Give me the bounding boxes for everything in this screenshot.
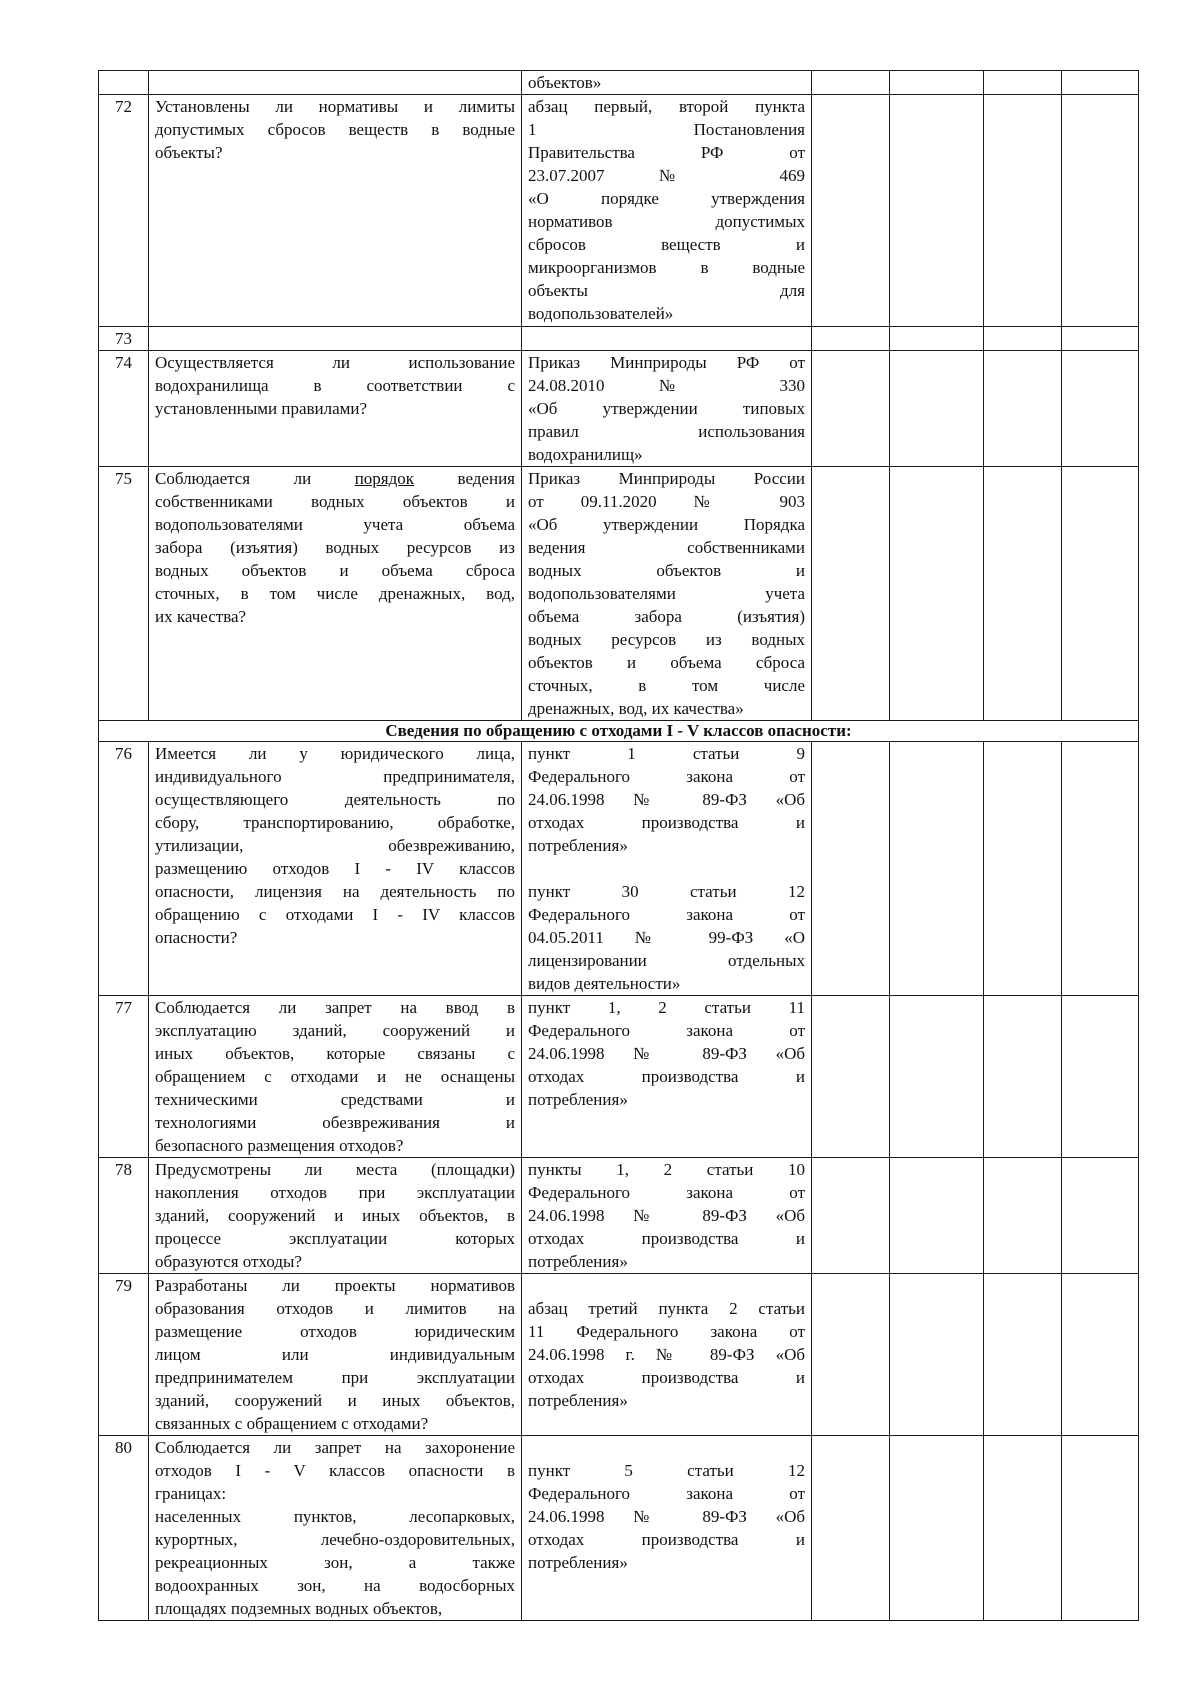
legal-basis-cell: [522, 996, 812, 1158]
text-line: Осуществляется ли использование: [155, 353, 515, 372]
legal-basis-cell: [522, 1436, 812, 1621]
question-cell: [149, 327, 522, 351]
text-line: объекты?: [155, 143, 223, 162]
text-line: иных объектов, которые связаны с: [155, 1044, 515, 1063]
text-line: утилизации, обезвреживанию,: [155, 836, 515, 855]
question-cell: [149, 95, 522, 327]
text-line: Приказ Минприроды России: [528, 469, 805, 488]
text-line: размещению отходов I - IV классов: [155, 859, 515, 878]
text-line: от 09.11.2020 № 903: [528, 492, 805, 511]
empty-cell: [1062, 1274, 1139, 1436]
text-line: абзац первый, второй пункта: [528, 97, 805, 116]
text-line: отходах производства и: [528, 1368, 805, 1387]
text-line: 04.05.2011 № 99-ФЗ «О: [528, 928, 805, 947]
text-line: 24.06.1998 № 89-ФЗ «Об: [528, 1206, 805, 1225]
text-line: нормативов допустимых: [528, 212, 805, 231]
question-cell: [149, 467, 522, 721]
text-line: лицензировании отдельных: [528, 951, 805, 970]
text-line: видов деятельности»: [528, 974, 681, 993]
text-line: площадях подземных водных объектов,: [155, 1599, 443, 1618]
section-heading-row: [99, 721, 1139, 742]
empty-cell: [812, 327, 890, 351]
empty-cell: [984, 1158, 1062, 1274]
empty-cell: [890, 742, 984, 996]
text-line: водоохранных зон, на водосборных: [155, 1576, 515, 1595]
text-line: техническими средствами и: [155, 1090, 515, 1109]
table-row: [99, 327, 1139, 351]
text-line: пункт 5 статьи 12: [528, 1461, 805, 1480]
text-line: водохранилища в соответствии с: [155, 376, 515, 395]
item-number: 80: [99, 1436, 149, 1621]
empty-cell: [812, 95, 890, 327]
item-number: 76: [99, 742, 149, 996]
item-number: 74: [99, 351, 149, 467]
text-line: отходов I - V классов опасности в: [155, 1461, 515, 1480]
text-line: Правительства РФ от: [528, 143, 805, 162]
item-number: 75: [99, 467, 149, 721]
text-line: потребления»: [528, 1391, 628, 1410]
table-row: [99, 467, 1139, 721]
empty-cell: [984, 95, 1062, 327]
text-line: безопасного размещения отходов?: [155, 1136, 404, 1155]
empty-cell: [1062, 327, 1139, 351]
text-line: отходах производства и: [528, 1229, 805, 1248]
text-line: микроорганизмов в водные: [528, 258, 805, 277]
text-line: образуются отходы?: [155, 1252, 302, 1271]
text-line: Имеется ли у юридического лица,: [155, 744, 515, 763]
empty-cell: [984, 1436, 1062, 1621]
text-line: установленными правилами?: [155, 399, 368, 418]
empty-cell: [812, 71, 890, 95]
question-cell: [149, 71, 522, 95]
text-line: потребления»: [528, 1252, 628, 1271]
text-line: водных объектов и объема сброса: [155, 561, 515, 580]
text-line: 1 Постановления: [528, 120, 805, 139]
text-line: эксплуатацию зданий, сооружений и: [155, 1021, 515, 1040]
empty-cell: [890, 1274, 984, 1436]
text-line: пункт 30 статьи 12: [528, 882, 805, 901]
table-row: [99, 95, 1139, 327]
text-line: потребления»: [528, 836, 628, 855]
empty-cell: [890, 467, 984, 721]
empty-cell: [1062, 1158, 1139, 1274]
empty-cell: [984, 327, 1062, 351]
empty-cell: [812, 1158, 890, 1274]
text-line: 24.06.1998 № 89-ФЗ «Об: [528, 1507, 805, 1526]
text-line: осуществляющего деятельность по: [155, 790, 515, 809]
text-line: процессе эксплуатации которых: [155, 1229, 515, 1248]
item-number: 77: [99, 996, 149, 1158]
text-line: [528, 857, 805, 880]
text-line: 11 Федерального закона от: [528, 1322, 805, 1341]
text-line: объектов и объема сброса: [528, 653, 805, 672]
item-number: 79: [99, 1274, 149, 1436]
text-line: пункты 1, 2 статьи 10: [528, 1160, 805, 1179]
empty-cell: [812, 1274, 890, 1436]
question-cell: [149, 1436, 522, 1621]
empty-cell: [890, 327, 984, 351]
text-line: «О порядке утверждения: [528, 189, 805, 208]
empty-cell: [812, 351, 890, 467]
text-line: курортных, лечебно-оздоровительных,: [155, 1530, 515, 1549]
text-line: водопользователей»: [528, 304, 674, 323]
text-line: обращению с отходами I - IV классов: [155, 905, 515, 924]
text-line: их качества?: [155, 607, 247, 626]
text-line: технологиями обезвреживания и: [155, 1113, 515, 1132]
table-row: [99, 71, 1139, 95]
text-line: правил использования: [528, 422, 805, 441]
empty-cell: [1062, 1436, 1139, 1621]
item-number: 73: [99, 327, 149, 351]
text-line: предпринимателем при эксплуатации: [155, 1368, 515, 1387]
text-line: 24.06.1998 г. № 89-ФЗ «Об: [528, 1345, 805, 1364]
text-line: абзац третий пункта 2 статьи: [528, 1299, 805, 1318]
legal-basis-cell: [522, 467, 812, 721]
empty-cell: [890, 1436, 984, 1621]
text-line: потребления»: [528, 1090, 628, 1109]
empty-cell: [984, 1274, 1062, 1436]
text-line: сбору, транспортированию, обработке,: [155, 813, 515, 832]
text-line: допустимых сбросов веществ в водные: [155, 120, 515, 139]
text-line: 24.06.1998 № 89-ФЗ «Об: [528, 790, 805, 809]
legal-basis-cell: [522, 351, 812, 467]
legal-basis-cell: [522, 327, 812, 351]
text-line: ведения собственниками: [528, 538, 805, 557]
empty-cell: [984, 996, 1062, 1158]
text-line: потребления»: [528, 1553, 628, 1572]
checklist-table: [98, 70, 1139, 1621]
text-line: водопользователями учета: [528, 584, 805, 603]
empty-cell: [812, 467, 890, 721]
text-line: Установлены ли нормативы и лимиты: [155, 97, 515, 116]
table-row: [99, 1436, 1139, 1621]
text-line: объекты для: [528, 281, 805, 300]
text-line: Соблюдается ли запрет на захоронение: [155, 1438, 515, 1457]
empty-cell: [890, 71, 984, 95]
empty-cell: [812, 1436, 890, 1621]
text-line: лицом или индивидуальным: [155, 1345, 515, 1364]
text-line: объектов»: [528, 73, 602, 92]
text-line: накопления отходов при эксплуатации: [155, 1183, 515, 1202]
question-cell: [149, 351, 522, 467]
text-line: водохранилищ»: [528, 445, 643, 464]
text-line: 24.06.1998 № 89-ФЗ «Об: [528, 1044, 805, 1063]
text-line: пункт 1 статьи 9: [528, 744, 805, 763]
text-line: Федерального закона от: [528, 1021, 805, 1040]
text-line: зданий, сооружений и иных объектов, в: [155, 1206, 515, 1225]
text-line: 23.07.2007 № 469: [528, 166, 805, 185]
text-line: границах:: [155, 1484, 227, 1503]
table-row: [99, 996, 1139, 1158]
text-line: забора (изъятия) водных ресурсов из: [155, 538, 515, 557]
legal-basis-cell: [522, 1158, 812, 1274]
empty-cell: [1062, 71, 1139, 95]
text-line: сточных, в том числе дренажных, вод,: [155, 584, 515, 603]
empty-cell: [984, 71, 1062, 95]
empty-cell: [1062, 95, 1139, 327]
empty-cell: [984, 467, 1062, 721]
item-number: 72: [99, 95, 149, 327]
item-number: 78: [99, 1158, 149, 1274]
text-line: Соблюдается ли порядок ведения: [155, 469, 515, 488]
empty-cell: [890, 351, 984, 467]
text-line: 24.08.2010 № 330: [528, 376, 805, 395]
text-line: отходах производства и: [528, 1067, 805, 1086]
text-line: [528, 1274, 805, 1297]
text-line: Приказ Минприроды РФ от: [528, 353, 805, 372]
section-heading: Сведения по обращению с отходами I - V классов опасности:: [99, 721, 1139, 742]
empty-cell: [1062, 742, 1139, 996]
empty-cell: [890, 996, 984, 1158]
text-line: опасности, лицензия на деятельность по: [155, 882, 515, 901]
legal-basis-cell: [522, 95, 812, 327]
table-row: [99, 742, 1139, 996]
empty-cell: [984, 742, 1062, 996]
empty-cell: [812, 742, 890, 996]
table-row: [99, 351, 1139, 467]
text-line: «Об утверждении типовых: [528, 399, 805, 418]
checklist-page: [98, 70, 1139, 1621]
text-line: «Об утверждении Порядка: [528, 515, 805, 534]
text-line: водопользователями учета объема: [155, 515, 515, 534]
text-line: водных ресурсов из водных: [528, 630, 805, 649]
table-row: [99, 1158, 1139, 1274]
text-line: размещение отходов юридическим: [155, 1322, 515, 1341]
empty-cell: [812, 996, 890, 1158]
text-line: Федерального закона от: [528, 905, 805, 924]
text-line: образования отходов и лимитов на: [155, 1299, 515, 1318]
text-line: связанных с обращением с отходами?: [155, 1414, 429, 1433]
text-line: Федерального закона от: [528, 1183, 805, 1202]
text-line: населенных пунктов, лесопарковых,: [155, 1507, 515, 1526]
empty-cell: [1062, 351, 1139, 467]
text-line: индивидуального предпринимателя,: [155, 767, 515, 786]
empty-cell: [1062, 467, 1139, 721]
empty-cell: [890, 1158, 984, 1274]
text-line: зданий, сооружений и иных объектов,: [155, 1391, 515, 1410]
legal-basis-cell: [522, 1274, 812, 1436]
text-line: отходах производства и: [528, 1530, 805, 1549]
legal-basis-cell: [522, 742, 812, 996]
empty-cell: [1062, 996, 1139, 1158]
text-line: сточных, в том числе: [528, 676, 805, 695]
item-number: [99, 71, 149, 95]
empty-cell: [984, 351, 1062, 467]
text-line: опасности?: [155, 928, 238, 947]
empty-cell: [890, 95, 984, 327]
text-line: [528, 1436, 805, 1459]
text-line: объема забора (изъятия): [528, 607, 805, 626]
text-line: сбросов веществ и: [528, 235, 805, 254]
text-line: Предусмотрены ли места (площадки): [155, 1160, 515, 1179]
text-line: водных объектов и: [528, 561, 805, 580]
text-line: собственниками водных объектов и: [155, 492, 515, 511]
question-cell: [149, 1274, 522, 1436]
text-line: Разработаны ли проекты нормативов: [155, 1276, 515, 1295]
text-line: Федерального закона от: [528, 1484, 805, 1503]
text-line: пункт 1, 2 статьи 11: [528, 998, 805, 1017]
question-cell: [149, 996, 522, 1158]
question-cell: [149, 742, 522, 996]
text-line: обращением с отходами и не оснащены: [155, 1067, 515, 1086]
text-line: рекреационных зон, а также: [155, 1553, 515, 1572]
question-cell: [149, 1158, 522, 1274]
legal-basis-cell: [522, 71, 812, 95]
table-row: [99, 1274, 1139, 1436]
text-line: дренажных, вод, их качества»: [528, 699, 744, 718]
text-line: Федерального закона от: [528, 767, 805, 786]
text-line: отходах производства и: [528, 813, 805, 832]
text-line: Соблюдается ли запрет на ввод в: [155, 998, 515, 1017]
